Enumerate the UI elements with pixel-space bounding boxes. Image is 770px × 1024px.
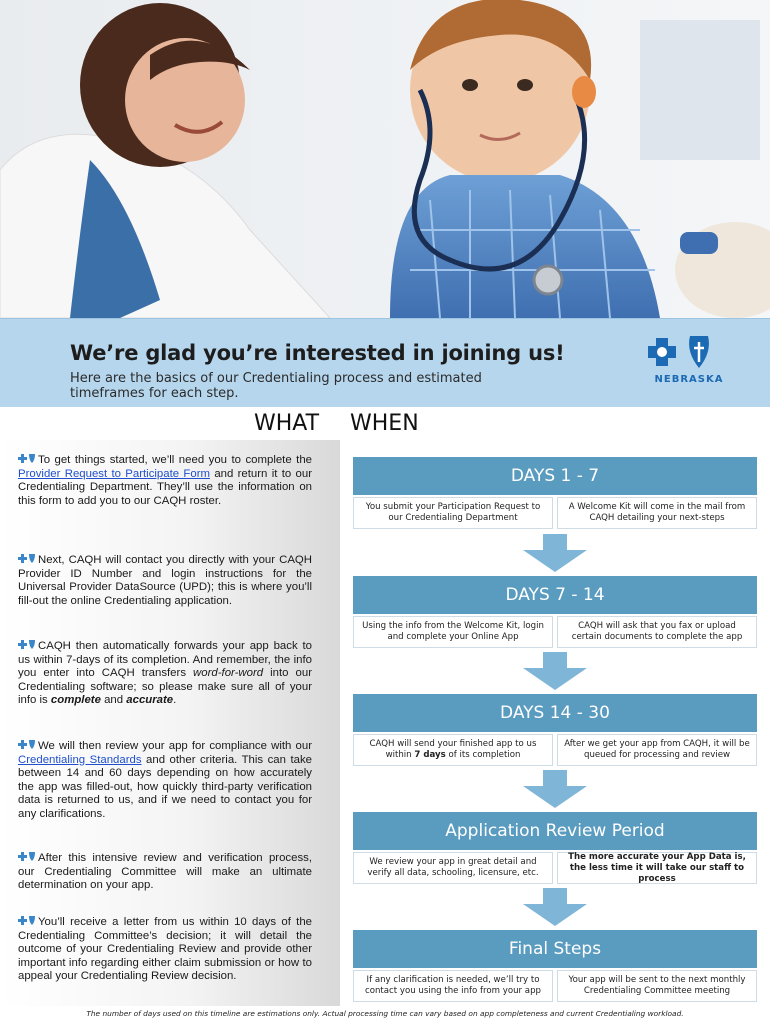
step-3-accurate: accurate	[126, 694, 174, 707]
down-arrow-icon	[523, 534, 587, 572]
banner-subtitle: Here are the basics of our Credentialing process and estimated timeframes for each step.	[70, 371, 482, 401]
stage-title: DAYS 1 - 7	[353, 457, 757, 495]
step-4-text	[18, 740, 312, 822]
step-5-text	[18, 852, 312, 893]
step-2-body: Next, CAQH will contact you directly with your CAQH Provider ID Number and login instructions for the Universal Provider DataSource (UPD); this is where you’ll fill-out the online Credentialing application.	[18, 554, 312, 607]
stage-left-note: If any clarification is needed, we’ll try to contact you using the info from your app	[353, 970, 553, 1002]
bcbs-bullet-icon	[18, 916, 36, 925]
stage-title: Application Review Period	[353, 812, 757, 850]
down-arrow-icon	[523, 770, 587, 808]
step-1-post: and return it to our Credentialing Department. They’ll use the information on this form to add you to our CAQH roster.	[18, 467, 312, 507]
stage-right-note: CAQH will ask that you fax or upload certain documents to complete the app	[557, 616, 757, 648]
bcbs-bullet-icon	[18, 852, 36, 861]
doctor-and-child-illustration	[0, 0, 770, 318]
step-3-end: .	[173, 694, 177, 707]
step-3-emphasis: word-for-word	[193, 667, 264, 680]
stage-right-note: A Welcome Kit will come in the mail from CAQH detailing your next-steps	[557, 497, 757, 529]
step-6-body: You’ll receive a letter from us within 10 days of the Credentialing Committee’s decision; it will detail the outcome of your Credentialing Review and provide other important info regarding either claim submission or how to appeal your Credentialing Review decision.	[18, 916, 312, 983]
step-3-complete: complete	[50, 694, 101, 707]
bcbs-bullet-icon	[18, 454, 36, 463]
step-1-text	[18, 454, 312, 508]
stage-left-note: We review your app in great detail and verify all data, schooling, licensure, etc.	[353, 852, 553, 884]
down-arrow-icon	[523, 652, 587, 690]
bcbs-bullet-icon	[18, 740, 36, 749]
bcbs-nebraska-logo	[646, 332, 732, 388]
what-heading: WHAT	[254, 411, 320, 436]
bcbs-bullet-icon	[18, 640, 36, 649]
step-1-pre: To get things started, we’ll need you to complete the	[38, 454, 312, 466]
stage-left-note	[353, 734, 553, 766]
stage-left-post: of its completion	[445, 750, 521, 760]
stage-right-note: Your app will be sent to the next monthly Credentialing Committee meeting	[557, 970, 757, 1002]
footer-disclaimer: The number of days used on this timeline are estimations only. Actual processing time can vary based on app completeness and current Credentialing workload.	[86, 1009, 684, 1018]
bcbs-bullet-icon	[18, 554, 36, 563]
down-arrow-icon	[523, 888, 587, 926]
when-heading: WHEN	[350, 411, 419, 436]
blue-cross-blue-shield-icon	[646, 332, 732, 372]
step-6-text	[18, 916, 312, 984]
stage-left-bold: 7 days	[414, 750, 446, 760]
stage-title: Final Steps	[353, 930, 757, 968]
step-4-post: and other criteria. This can take between 14 and 60 days depending on how accurately the app was filled-out, how quickly third-party verification data is returned to us, and if we need to contact you for any clarifications.	[18, 753, 312, 820]
stage-right-note: After we get your app from CAQH, it will be queued for processing and review	[557, 734, 757, 766]
step-3-pre: CAQH then automatically forwards your app back to us within 7-days of its completion. And remember, the info you enter into CAQH transfers	[18, 640, 312, 680]
stage-left-note: You submit your Participation Request to our Credentialing Department	[353, 497, 553, 529]
step-4-pre: We will then review your app for compliance with our	[38, 740, 312, 752]
credentialing-standards-link[interactable]: Credentialing Standards	[18, 753, 142, 766]
step-2-text	[18, 554, 312, 608]
banner-title: We’re glad you’re interested in joining us!	[70, 341, 565, 365]
stage-left-pre: CAQH will send your finished app to us within	[369, 739, 537, 760]
hero-photo	[0, 0, 770, 318]
stage-title: DAYS 7 - 14	[353, 576, 757, 614]
provider-request-form-link[interactable]: Provider Request to Participate Form	[18, 467, 210, 480]
step-5-body: After this intensive review and verification process, our Credentialing Committee will make an ultimate determination on your app.	[18, 852, 312, 892]
step-3-text	[18, 640, 312, 708]
step-3-mid: into our Credentialing software; so please make sure all of your info is	[18, 667, 312, 707]
stage-right-note: The more accurate your App Data is, the less time it will take our staff to process	[557, 852, 757, 884]
stage-title: DAYS 14 - 30	[353, 694, 757, 732]
step-3-and: and	[100, 694, 127, 707]
logo-wordmark: NEBRASKA	[654, 374, 724, 385]
stage-left-note: Using the info from the Welcome Kit, login and complete your Online App	[353, 616, 553, 648]
